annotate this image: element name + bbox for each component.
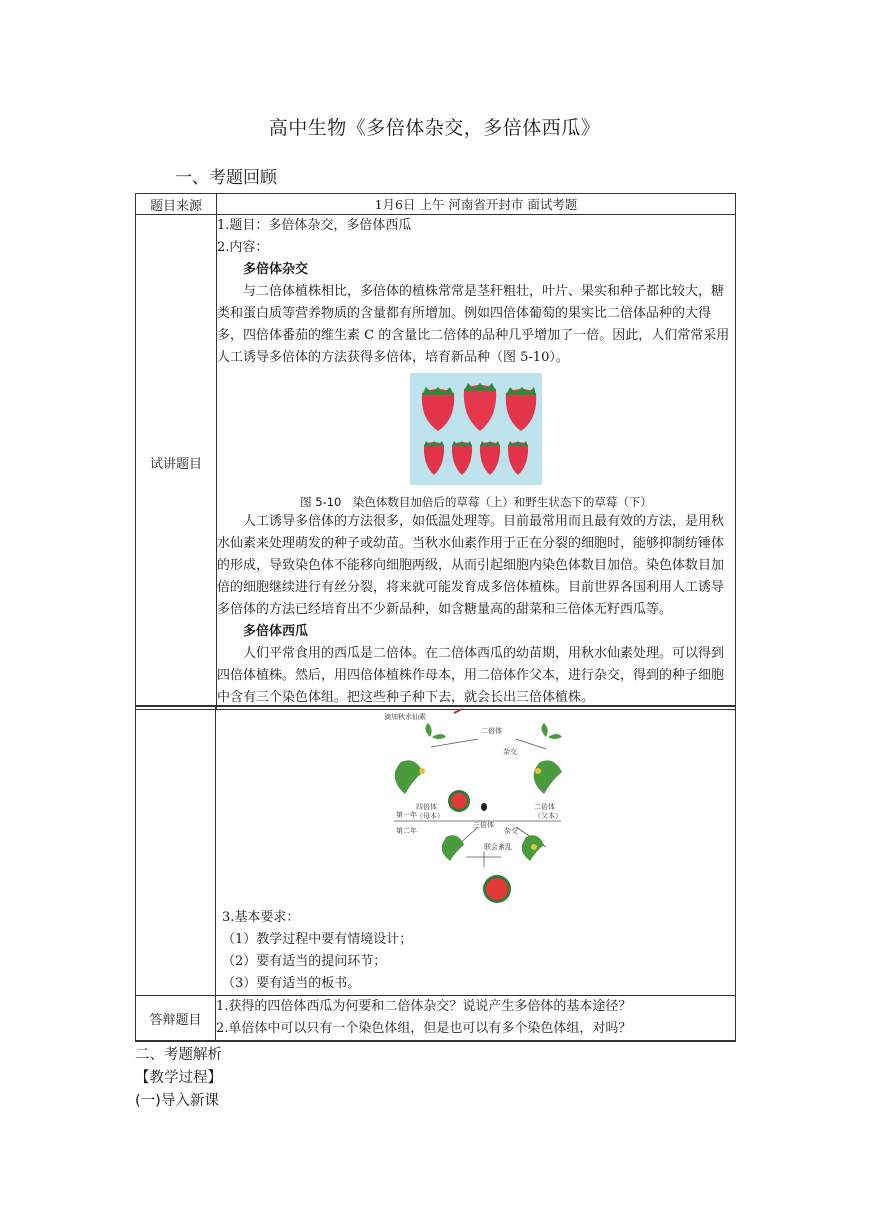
answer-question-2: 2.单倍体中可以只有一个染色体组，但是也可以有多个染色体组，对吗？ <box>216 1021 632 1036</box>
answer-questions <box>216 996 736 1042</box>
answer-question-1: 1.获得的四倍体西瓜为何要和二倍体杂交？说说产生多倍体的基本途径？ <box>216 999 632 1014</box>
requirement-1: （1）教学过程中要有情境设计； <box>222 932 413 947</box>
paragraph-b: 人工诱导多倍体的方法很多，如低温处理等。目前最常用而且最有效的方法，是用秋水仙素来处理萌发的种子或幼苗。当秋水仙素作用于正在分裂的细胞时，能够抑制纺锤体的形成，导致染色体不能移向细胞两级，从而引起细胞内染色体数目加倍。染色体数目加倍的细胞继续进行有丝分裂，将来就可能发育成多倍体植株。目前世界各国利用人工诱导多倍体的方法已经培育出不少新品种，如含糖量高的甜菜和三倍体无籽西瓜等。 <box>217 514 725 617</box>
requirements-title: 3.基本要求： <box>222 910 300 925</box>
lecture-label-cont <box>136 707 216 996</box>
section-heading-analysis: 二、考题解析 <box>135 1047 222 1063</box>
diagram-cross2: 杂交 <box>504 827 518 835</box>
heading-polyploid-watermelon: 多倍体西瓜 <box>243 624 309 639</box>
lecture-content <box>217 215 736 710</box>
section-heading-review: 一、考题回顾 <box>175 168 277 188</box>
item-content: 2.内容： <box>217 240 269 255</box>
teaching-process-heading: 【教学过程】 <box>135 1070 222 1086</box>
item-title: 1.题目：多倍体杂交，多倍体西瓜 <box>217 218 412 233</box>
watermelon-breeding-diagram <box>216 707 735 907</box>
large-strawberries <box>422 383 536 431</box>
diagram-diploid-top: 二倍体 <box>481 727 502 735</box>
heading-polyploid-cross: 多倍体杂交 <box>243 262 309 277</box>
requirement-2: （2）要有适当的提问环节； <box>222 954 387 969</box>
exam-table-part1 <box>135 193 736 710</box>
diagram-tetraploid: 四倍体 <box>416 803 437 811</box>
requirement-3: （3）要有适当的板书。 <box>222 976 361 991</box>
diagram-father: （父本） <box>534 812 562 820</box>
intro-heading: (一)导入新课 <box>135 1093 219 1109</box>
paragraph-a: 与二倍体植株相比，多倍体的植株常常是茎秆粗壮，叶片、果实和种子都比较大，糖类和蛋白质等营养物质的含量都有所增加。例如四倍体葡萄的果实比二倍体品种的大得多，四倍体番茄的维生素 C 的含量比二倍体的品种几乎增加了一倍。因此，人们常常采用人工诱导多倍体的方法获得多倍体，培育新品种（图 5-10）。 <box>217 284 730 365</box>
diagram-and-requirements <box>216 707 736 996</box>
strawberry-image <box>410 373 542 485</box>
diagram-year1: 第一年 <box>396 811 417 819</box>
strawberry-figure <box>217 373 735 511</box>
diagram-diploid-right: 二倍体 <box>534 803 555 811</box>
exam-table-part2 <box>135 707 736 1042</box>
diagram-pollen: 联会紊乱 <box>484 843 512 851</box>
diagram-cross1: 杂交 <box>503 748 517 756</box>
figure-caption: 图 5-10 染色体数目加倍后的草莓（上）和野生状态下的草莓（下） <box>300 495 652 509</box>
diagram-year2: 第二年 <box>396 827 417 835</box>
diagram-drip-label: 滴加秋水仙素 <box>384 713 426 721</box>
diagram-triploid: 三倍体 <box>473 821 494 829</box>
source-label: 题目来源 <box>136 194 217 215</box>
paragraph-c: 人们平常食用的西瓜是二倍体。在二倍体西瓜的幼苗期，用秋水仙素处理。可以得到四倍体植株。然后，用四倍体植株作母本，用二倍体作父本，进行杂交，得到的种子细胞中含有三个染色体组。把这些种子种下去，就会长出三倍体植株。 <box>217 646 725 705</box>
answer-label: 答辩题目 <box>136 996 216 1042</box>
document-title: 高中生物《多倍体杂交，多倍体西瓜》 <box>268 117 601 139</box>
lecture-label: 试讲题目 <box>136 215 217 710</box>
diagram-mother: （母本） <box>416 812 444 820</box>
source-value: 1月6日 上午 河南省开封市 面试考题 <box>217 194 736 215</box>
